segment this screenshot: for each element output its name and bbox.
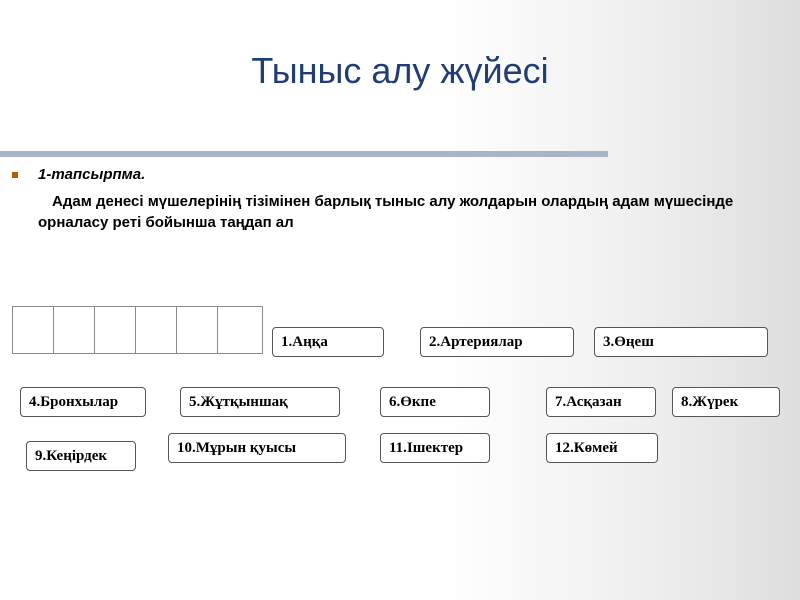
answer-cell[interactable] xyxy=(177,307,218,353)
option-nasal-cavity[interactable]: 10.Мұрын қуысы xyxy=(168,433,346,463)
option-arteries[interactable]: 2.Артериялар xyxy=(420,327,574,357)
option-heart[interactable]: 8.Жүрек xyxy=(672,387,780,417)
option-larynx[interactable]: 12.Көмей xyxy=(546,433,658,463)
option-intestines[interactable]: 11.Ішектер xyxy=(380,433,490,463)
answer-grid xyxy=(12,306,263,354)
option-stomach[interactable]: 7.Асқазан xyxy=(546,387,656,417)
option-ankqa[interactable]: 1.Аңқа xyxy=(272,327,384,357)
option-trachea[interactable]: 9.Кеңірдек xyxy=(26,441,136,471)
option-pharynx[interactable]: 5.Жұтқыншақ xyxy=(180,387,340,417)
title-divider xyxy=(0,151,608,157)
option-esophagus[interactable]: 3.Өңеш xyxy=(594,327,768,357)
task-label: 1-тапсырпма. xyxy=(38,166,146,183)
task-instruction: Адам денесі мүшелерінің тізімінен барлық тыныс алу жолдарын олардың адам мүшесінде орналасу реті бойынша таңдап ал xyxy=(38,193,734,231)
slide-title: Тыныс алу жүйесі xyxy=(251,50,549,91)
answer-cell[interactable] xyxy=(218,307,262,353)
answer-cell[interactable] xyxy=(54,307,95,353)
bullet-icon xyxy=(12,172,18,178)
option-lungs[interactable]: 6.Өкпе xyxy=(380,387,490,417)
answer-cell[interactable] xyxy=(136,307,177,353)
option-bronchi[interactable]: 4.Бронхылар xyxy=(20,387,146,417)
answer-cell[interactable] xyxy=(95,307,136,353)
answer-cell[interactable] xyxy=(13,307,54,353)
